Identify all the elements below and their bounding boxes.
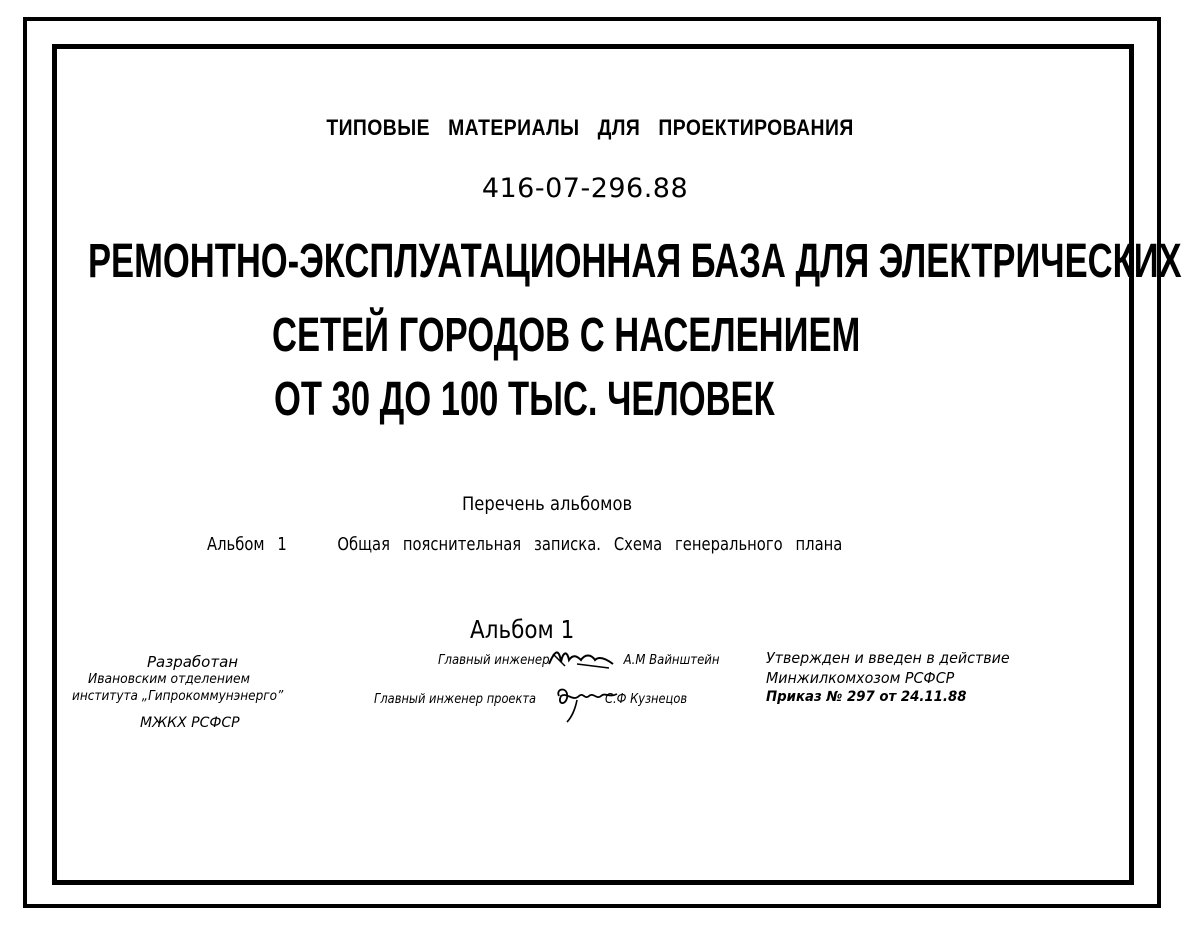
developer-line-3: института „Гипрокоммунэнерго” bbox=[72, 689, 284, 704]
album-list-item bbox=[207, 534, 842, 555]
approval-order: Приказ № 297 от 24.11.88 bbox=[766, 689, 967, 705]
series-title: ТИПОВЫЕ МАТЕРИАЛЫ ДЛЯ ПРОЕКТИРОВАНИЯ bbox=[326, 115, 854, 140]
album-list-title: Перечень альбомов bbox=[462, 493, 633, 515]
main-title-line-1: РЕМОНТНО-ЭКСПЛУАТАЦИОННАЯ БАЗА ДЛЯ ЭЛЕКТРИЧЕСКИХ bbox=[88, 235, 1182, 288]
project-engineer-line bbox=[374, 692, 687, 707]
approval-line-1: Утвержден и введен в действие bbox=[766, 649, 1010, 667]
inner-border bbox=[52, 44, 1134, 885]
main-title-line-3: ОТ 30 ДО 100 ТЫС. ЧЕЛОВЕК bbox=[274, 373, 775, 426]
project-engineer-name: С.Ф Кузнецов bbox=[604, 692, 688, 707]
project-engineer-signature bbox=[555, 684, 621, 724]
chief-engineer-title: Главный инженер bbox=[438, 653, 550, 668]
approval-line-2: Минжилкомхозом РСФСР bbox=[766, 669, 955, 687]
chief-engineer-signature bbox=[547, 646, 617, 672]
current-album-label: Альбом 1 bbox=[470, 615, 575, 644]
document-number: 416-07-296.88 bbox=[481, 173, 689, 204]
main-title-line-2: СЕТЕЙ ГОРОДОВ С НАСЕЛЕНИЕМ bbox=[272, 309, 861, 362]
album-list-item-description: Общая пояснительная записка. Схема генерального плана bbox=[337, 534, 843, 555]
project-engineer-title: Главный инженер проекта bbox=[374, 692, 537, 707]
chief-engineer-name: А.М Вайнштейн bbox=[623, 653, 720, 668]
album-list-item-label: Альбом 1 bbox=[207, 534, 287, 555]
developer-heading: Разработан bbox=[147, 653, 239, 671]
developer-line-4: МЖКХ РСФСР bbox=[140, 715, 240, 731]
developer-line-2: Ивановским отделением bbox=[88, 672, 250, 687]
